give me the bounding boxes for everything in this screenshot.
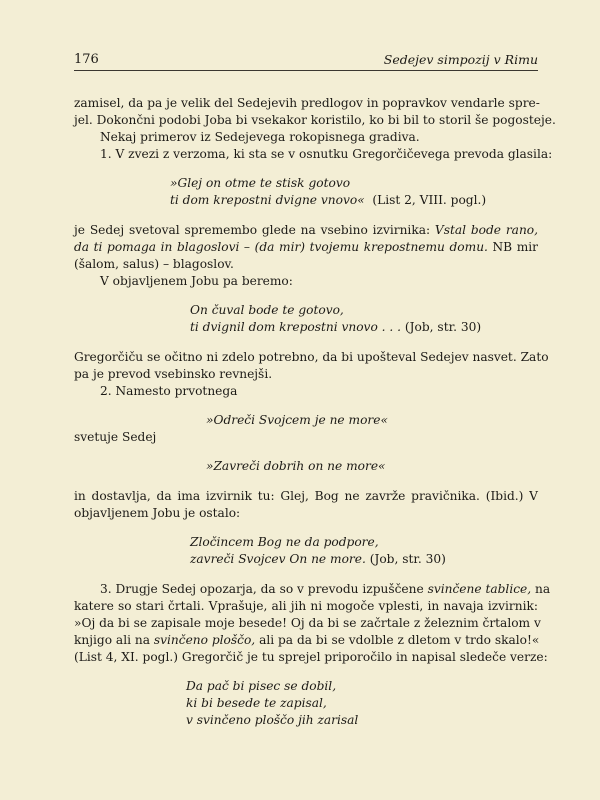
text-span: knjigo ali na [74,633,150,647]
page-body [74,95,556,729]
verse-line: On čuval bode te gotovo, [190,303,344,317]
text-span: NB mir [492,240,538,254]
page-number: 176 [74,52,99,67]
paragraph-line [74,581,551,598]
text-span: na [535,582,551,596]
italic-span: da ti pomaga in blagoslovi – (da mir) tvojemu krepostnemu domu. [74,240,488,254]
text-span: 3. Drugje Sedej opozarja, da so v prevodu izpuščene [100,582,424,596]
verse-line: Zločincem Bog ne da podpore, [190,535,379,549]
running-title: Sedejev simpozij v Rimu [383,52,538,67]
verse-line [170,192,538,209]
page-header [74,50,538,71]
paragraph-line: objavljenem Jobu je ostalo: [74,506,241,520]
text-span: je Sedej svetoval spremembo glede na vsebino izvirnika: [74,223,431,237]
verse-line: Da pač bi pisec se dobil, [186,679,337,693]
verse-line: »Odreči Svojcem je ne more« [206,413,388,427]
paragraph: Nekaj primerov iz Sedejevega rokopisnega gradiva. [100,130,420,144]
paragraph-line: in dostavlja, da ima izvirnik tu: Glej, Bog ne zavrže pravičnika. (Ibid.) V [74,489,538,503]
verse-reference: (Job, str. 30) [369,552,446,566]
paragraph: V objavljenem Jobu pa beremo: [100,274,293,288]
verse-line [190,551,538,568]
text-span: ali pa da bi se vdolble z dletom v trdo skalo!« [259,633,540,647]
verse-reference: (Job, str. 30) [404,320,482,334]
verse-line: v svinčeno ploščo jih zarisal [186,713,359,727]
verse-block [186,678,538,729]
paragraph-line [74,239,538,256]
italic-span: Vstal bode rano, [434,223,539,237]
paragraph-line [74,222,538,239]
paragraph-line [74,632,538,649]
paragraph-line: »Oj da bi se zapisale moje besede! Oj da bi se začrtale z železnim črtalom v [74,616,541,630]
paragraph: 2. Namesto prvotnega [100,384,238,398]
paragraph-line: (šalom, salus) – blagoslov. [74,257,234,271]
verse-block [190,534,538,568]
verse-line: »Glej on otme te stisk gotovo [170,176,351,190]
italic-span: svinčeno ploščo, [153,633,256,647]
paragraph-line: zamisel, da pa je velik del Sedejevih predlogov in popravkov vendarle spre- [74,96,540,110]
verse-line [190,319,538,336]
verse-block [190,302,538,336]
paragraph-line: Gregorčiču se očitno ni zdelo potrebno, da bi upošteval Sedejev nasvet. Zato [74,350,549,364]
verse-block [170,175,538,209]
verse-line: »Zavreči dobrih on ne more« [206,459,386,473]
paragraph-line: pa je prevod vsebinsko revnejši. [74,367,273,381]
verse-text: ti dom krepostni dvigne vnovo« [170,193,365,207]
paragraph-line: katere so stari črtali. Vprašuje, ali jih ni mogoče vplesti, in navaja izvirnik: [74,599,538,613]
verse-line: ki bi besede te zapisal, [186,696,327,710]
paragraph: svetuje Sedej [74,430,157,444]
paragraph-line: jel. Dokončni podobi Joba bi vsekakor koristilo, ko bi bil to storil še pogosteje. [74,113,556,127]
paragraph: 1. V zvezi z verzoma, ki sta se v osnutku Gregorčičevega prevoda glasila: [100,147,553,161]
verse-text: ti dvignil dom krepostni vnovo . . . [190,320,402,334]
verse-reference: (List 2, VIII. pogl.) [372,193,487,207]
verse-text: zavreči Svojcev On ne more. [190,552,366,566]
italic-span: svinčene tablice, [427,582,532,596]
paragraph-line: (List 4, XI. pogl.) Gregorčič je tu sprejel priporočilo in napisal sledeče verze: [74,650,548,664]
